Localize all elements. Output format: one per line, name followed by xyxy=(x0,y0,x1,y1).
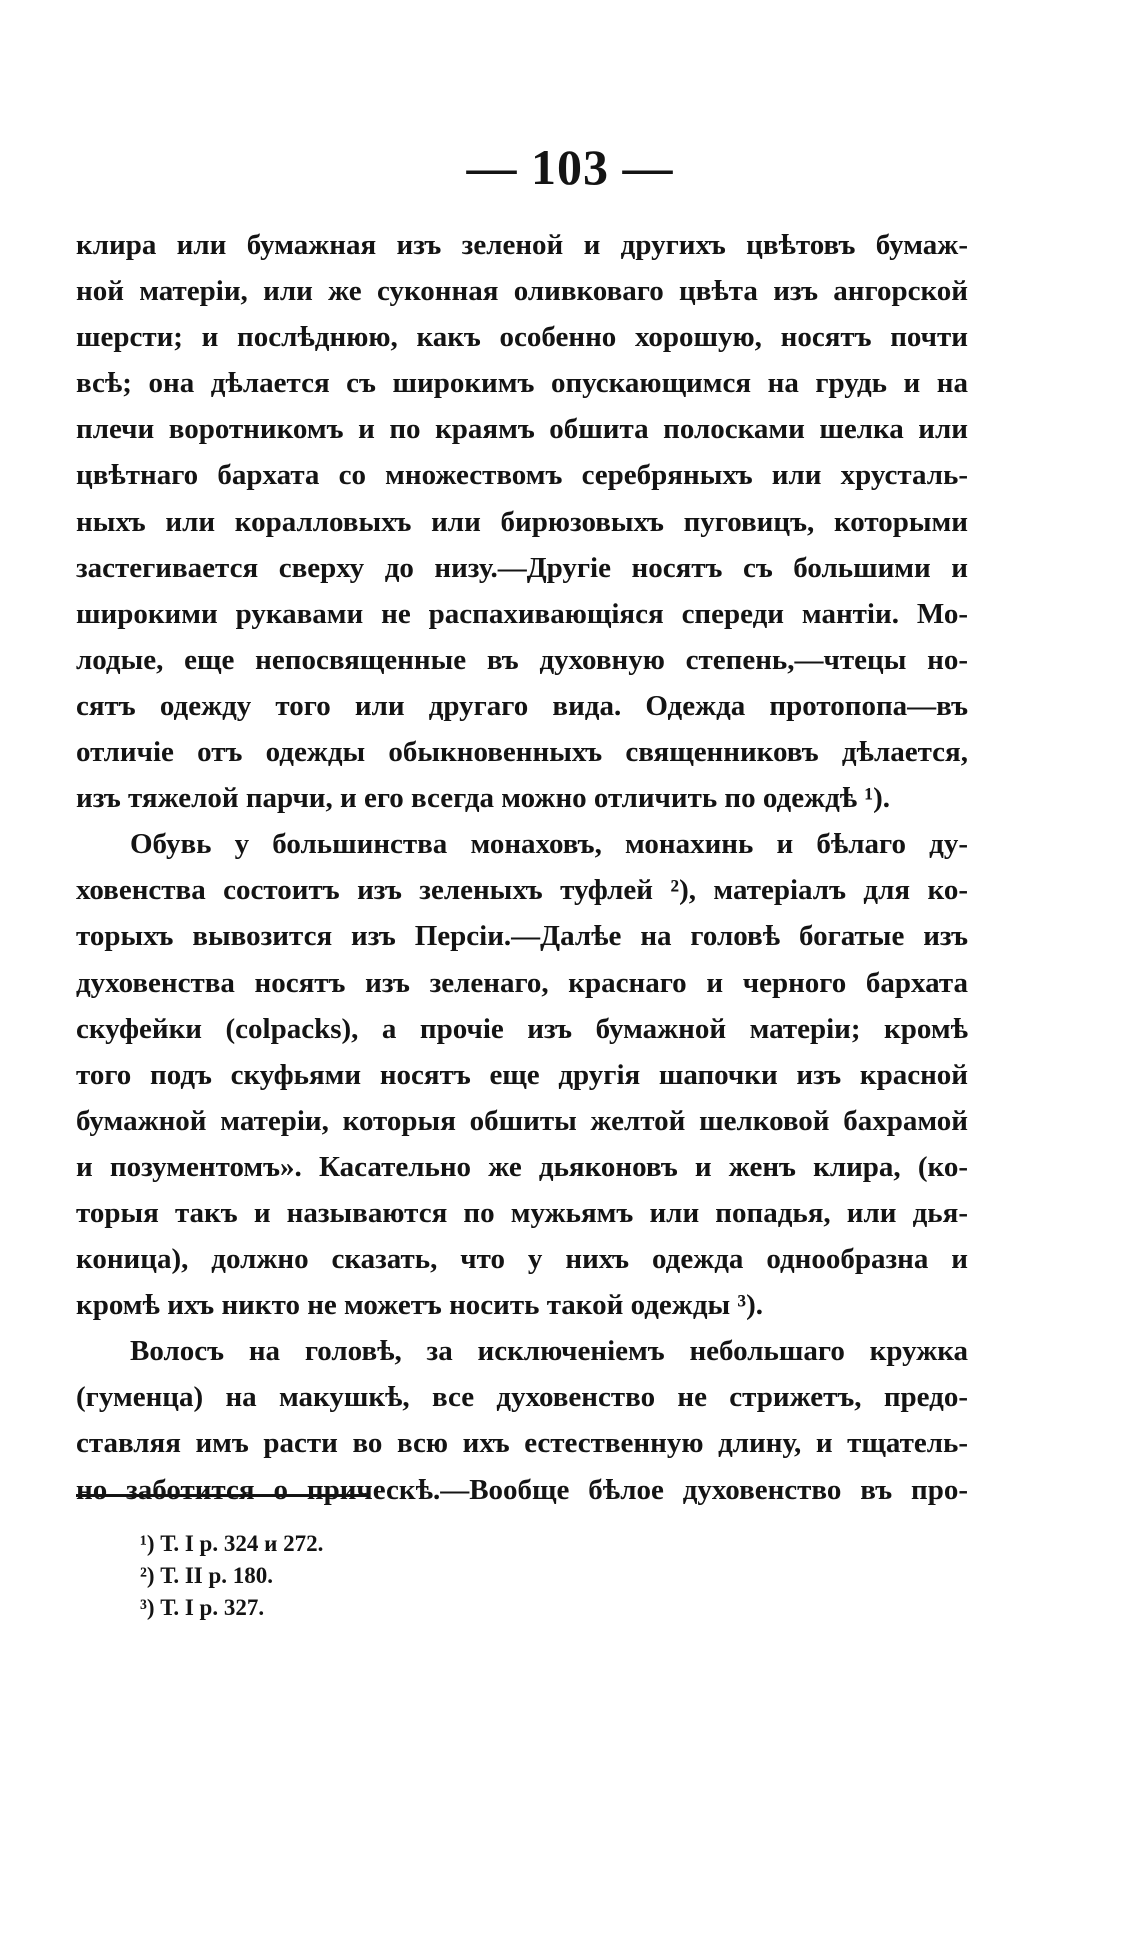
text-line: коница), должно сказать, что у нихъ одежда однообразна и xyxy=(76,1243,968,1276)
paragraph-start-line: Обувь у большинства монаховъ, монахинь и бѣлаго ду- xyxy=(130,828,968,861)
text-line: ныхъ или коралловыхъ или бирюзовыхъ пуговицъ, которыми xyxy=(76,505,968,538)
text-line: шерсти; и послѣднюю, какъ особенно хорошую, носятъ почти xyxy=(76,321,968,354)
paragraph-start-line: Волосъ на головѣ, за исключеніемъ небольшаго кружка xyxy=(130,1335,968,1368)
footnote: ²) Т. II p. 180. xyxy=(140,1563,274,1588)
footnotes xyxy=(140,1528,323,1624)
text-line: (гуменца) на макушкѣ, все духовенство не стрижетъ, предо- xyxy=(76,1381,968,1414)
text-line: широкими рукавами не распахивающіяся спереди мантіи. Мо- xyxy=(76,597,968,630)
text-line: застегивается сверху до низу.—Другіе носятъ съ большими и xyxy=(76,551,968,584)
page-number: — 103 — xyxy=(466,139,674,195)
text-line: торыя такъ и называются по мужьямъ или попадья, или дья- xyxy=(76,1196,968,1229)
text-line: ховенства состоитъ изъ зеленыхъ туфлей ²), матеріалъ для ко- xyxy=(76,874,968,907)
footnote: ¹) Т. I p. 324 и 272. xyxy=(140,1531,324,1556)
text-line: цвѣтнаго бархата со множествомъ серебряныхъ или хрусталь- xyxy=(76,459,968,492)
text-line: скуфейки (colpacks), а прочіе изъ бумажной матеріи; кромѣ xyxy=(76,1012,968,1045)
text-line: лодые, еще непосвященные въ духовную степень,—чтецы но- xyxy=(76,643,968,676)
text-line: изъ тяжелой парчи, и его всегда можно отличить по одеждѣ ¹). xyxy=(76,782,891,815)
text-line: и позументомъ». Касательно же дьяконовъ и женъ клира, (ко- xyxy=(76,1150,968,1183)
body-text xyxy=(76,222,968,1513)
text-line: торыхъ вывозится изъ Персіи.—Далѣе на головѣ богатые изъ xyxy=(76,920,968,953)
text-line: всѣ; она дѣлается съ широкимъ опускающимся на грудь и на xyxy=(76,367,968,400)
text-line: духовенства носятъ изъ зеленаго, краснаго и черного бархата xyxy=(76,966,968,999)
footnote-divider xyxy=(76,1494,368,1497)
text-line: отличіе отъ одежды обыкновенныхъ священниковъ дѣлается, xyxy=(76,736,968,769)
text-line: сятъ одежду того или другаго вида. Одежда протопопа—въ xyxy=(76,689,968,722)
text-line: но заботится о прическѣ.—Вообще бѣлое духовенство въ про- xyxy=(76,1473,968,1506)
text-line: ставляя имъ расти во всю ихъ естественную длину, и тщатель- xyxy=(76,1427,968,1460)
text-line: ной матеріи, или же суконная оливковаго цвѣта изъ ангорской xyxy=(76,275,968,308)
footnote: ³) Т. I p. 327. xyxy=(140,1595,265,1620)
text-line: того подъ скуфьями носятъ еще другія шапочки изъ красной xyxy=(76,1058,968,1091)
text-line: кромѣ ихъ никто не можетъ носить такой одежды ³). xyxy=(76,1289,763,1322)
text-line: клира или бумажная изъ зеленой и другихъ цвѣтовъ бумаж- xyxy=(76,229,968,261)
text-line: бумажной матеріи, которыя обшиты желтой шелковой бахрамой xyxy=(76,1104,968,1137)
text-line: плечи воротникомъ и по краямъ обшита полосками шелка или xyxy=(76,413,968,446)
